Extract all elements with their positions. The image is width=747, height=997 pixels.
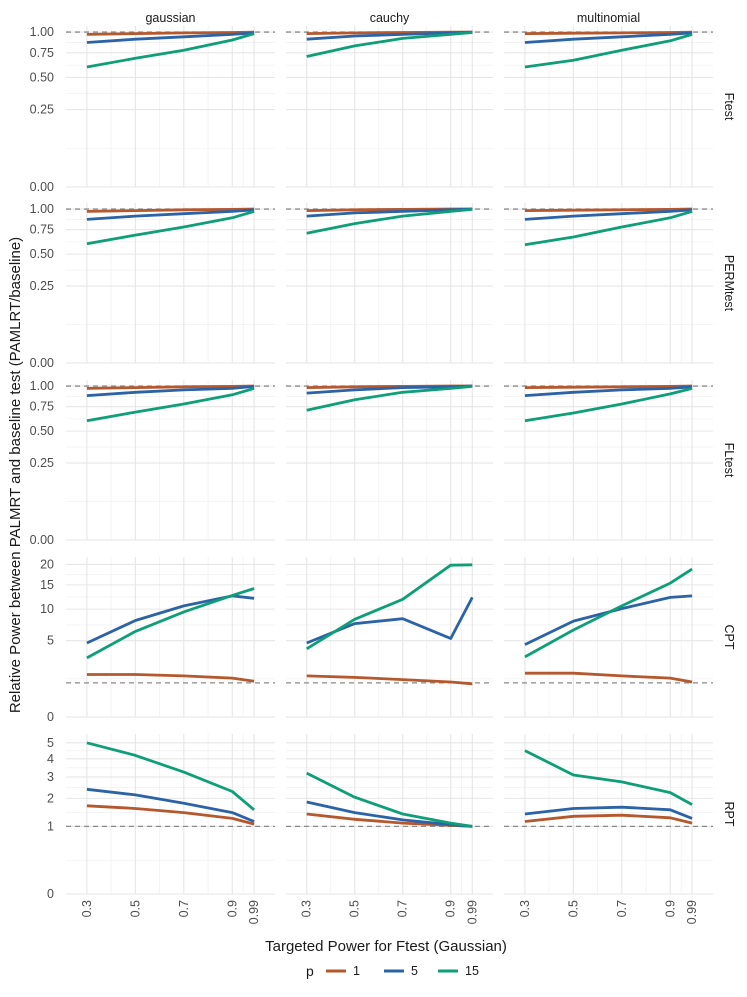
- series-line-p1: [87, 806, 254, 824]
- x-tick-label: 0.9: [443, 900, 458, 918]
- x-tick-label: 0.7: [176, 900, 191, 918]
- series-line-p15: [87, 589, 254, 658]
- chart-panels: [66, 26, 713, 894]
- x-tick-label: 0.9: [663, 900, 678, 918]
- series-line-p1: [525, 815, 692, 823]
- legend-label-p1: 1: [353, 964, 360, 978]
- y-tick-label: 0.25: [29, 456, 54, 471]
- x-tick-label: 0.99: [247, 900, 262, 925]
- y-tick-label: 5: [47, 735, 54, 750]
- x-axis-title: Targeted Power for Ftest (Gaussian): [265, 938, 507, 955]
- row-strip-fltest: FLtest: [722, 442, 736, 478]
- y-tick-label: 1: [47, 819, 54, 834]
- legend: [306, 963, 479, 979]
- panel-cpt-gaussian: [66, 557, 275, 717]
- panel-fltest-cauchy: [286, 380, 493, 540]
- x-tick-label: 0.9: [225, 900, 240, 918]
- x-tick-label: 0.3: [79, 900, 94, 918]
- series-line-p5: [525, 596, 692, 645]
- column-strip-labels: [145, 11, 640, 25]
- column-strip-gaussian: gaussian: [145, 11, 196, 25]
- y-tick-label: 10: [40, 602, 54, 617]
- series-line-p15: [525, 34, 692, 67]
- y-tick-label: 0.00: [29, 533, 54, 547]
- legend-title: p: [306, 963, 314, 979]
- y-tick-label: 4: [47, 751, 54, 766]
- row-strip-permtest: PERMtest: [722, 254, 736, 312]
- y-tick-label: 5: [47, 633, 54, 648]
- y-tick-label: 0.00: [29, 356, 54, 370]
- series-line-p15: [525, 569, 692, 657]
- y-axis-title: Relative Power between PALMRT and baseline test (PAMLRT/baseline): [7, 236, 24, 714]
- y-tick-label: 2: [47, 791, 54, 806]
- panel-fltest-gaussian: [66, 380, 275, 540]
- series-line-p1: [525, 673, 692, 682]
- x-tick-label: 0.3: [517, 900, 532, 918]
- y-tick-label: 0: [47, 887, 54, 901]
- y-tick-label: 1.00: [29, 379, 54, 394]
- x-tick-label: 0.7: [614, 900, 629, 918]
- x-tick-label: 0.5: [566, 900, 581, 918]
- row-strip-cpt: CPT: [722, 624, 736, 650]
- x-axis-tick-labels: [80, 900, 699, 924]
- panel-rpt-multinomial: [504, 734, 713, 894]
- row-strip-rpt: RPT: [722, 801, 736, 827]
- column-strip-multinomial: multinomial: [576, 11, 641, 25]
- series-line-p1: [87, 675, 254, 682]
- y-tick-label: 0.75: [29, 399, 54, 414]
- legend-label-p5: 5: [411, 964, 418, 978]
- y-tick-label: 0.25: [29, 279, 54, 294]
- panel-ftest-multinomial: [504, 26, 713, 187]
- legend-label-p15: 15: [465, 964, 479, 978]
- x-tick-label: 0.5: [347, 900, 362, 918]
- y-tick-label: 0.50: [29, 247, 54, 262]
- row-strip-ftest: Ftest: [722, 92, 736, 121]
- column-strip-cauchy: cauchy: [369, 11, 410, 25]
- y-tick-label: 3: [47, 769, 54, 784]
- panel-fltest-multinomial: [504, 380, 713, 540]
- panel-permtest-gaussian: [66, 203, 275, 363]
- panel-ftest-gaussian: [66, 26, 275, 187]
- x-tick-label: 0.5: [128, 900, 143, 918]
- y-tick-label: 0.00: [29, 180, 54, 194]
- y-tick-label: 1.00: [29, 25, 54, 40]
- panel-ftest-cauchy: [286, 26, 493, 187]
- series-line-p5: [87, 596, 254, 643]
- y-tick-label: 0.75: [29, 45, 54, 60]
- panel-rpt-gaussian: [66, 734, 275, 894]
- series-line-p15: [87, 211, 254, 243]
- panel-permtest-cauchy: [286, 203, 493, 363]
- panel-permtest-multinomial: [504, 203, 713, 363]
- row-strip-labels: [722, 93, 736, 827]
- x-tick-label: 0.99: [465, 900, 480, 925]
- y-tick-label: 1.00: [29, 202, 54, 217]
- y-tick-label: 0: [47, 710, 54, 724]
- panel-cpt-multinomial: [504, 557, 713, 717]
- x-tick-label: 0.3: [299, 900, 314, 918]
- panel-rpt-cauchy: [286, 734, 493, 894]
- panel-cpt-cauchy: [286, 557, 493, 717]
- x-tick-label: 0.7: [395, 900, 410, 918]
- y-axis-tick-labels: [30, 25, 54, 901]
- y-tick-label: 0.50: [29, 424, 54, 439]
- y-tick-label: 0.25: [29, 102, 54, 117]
- y-tick-label: 20: [40, 557, 54, 572]
- y-tick-label: 0.50: [29, 70, 54, 85]
- y-tick-label: 0.75: [29, 222, 54, 237]
- x-tick-label: 0.99: [685, 900, 700, 925]
- y-tick-label: 15: [40, 577, 54, 592]
